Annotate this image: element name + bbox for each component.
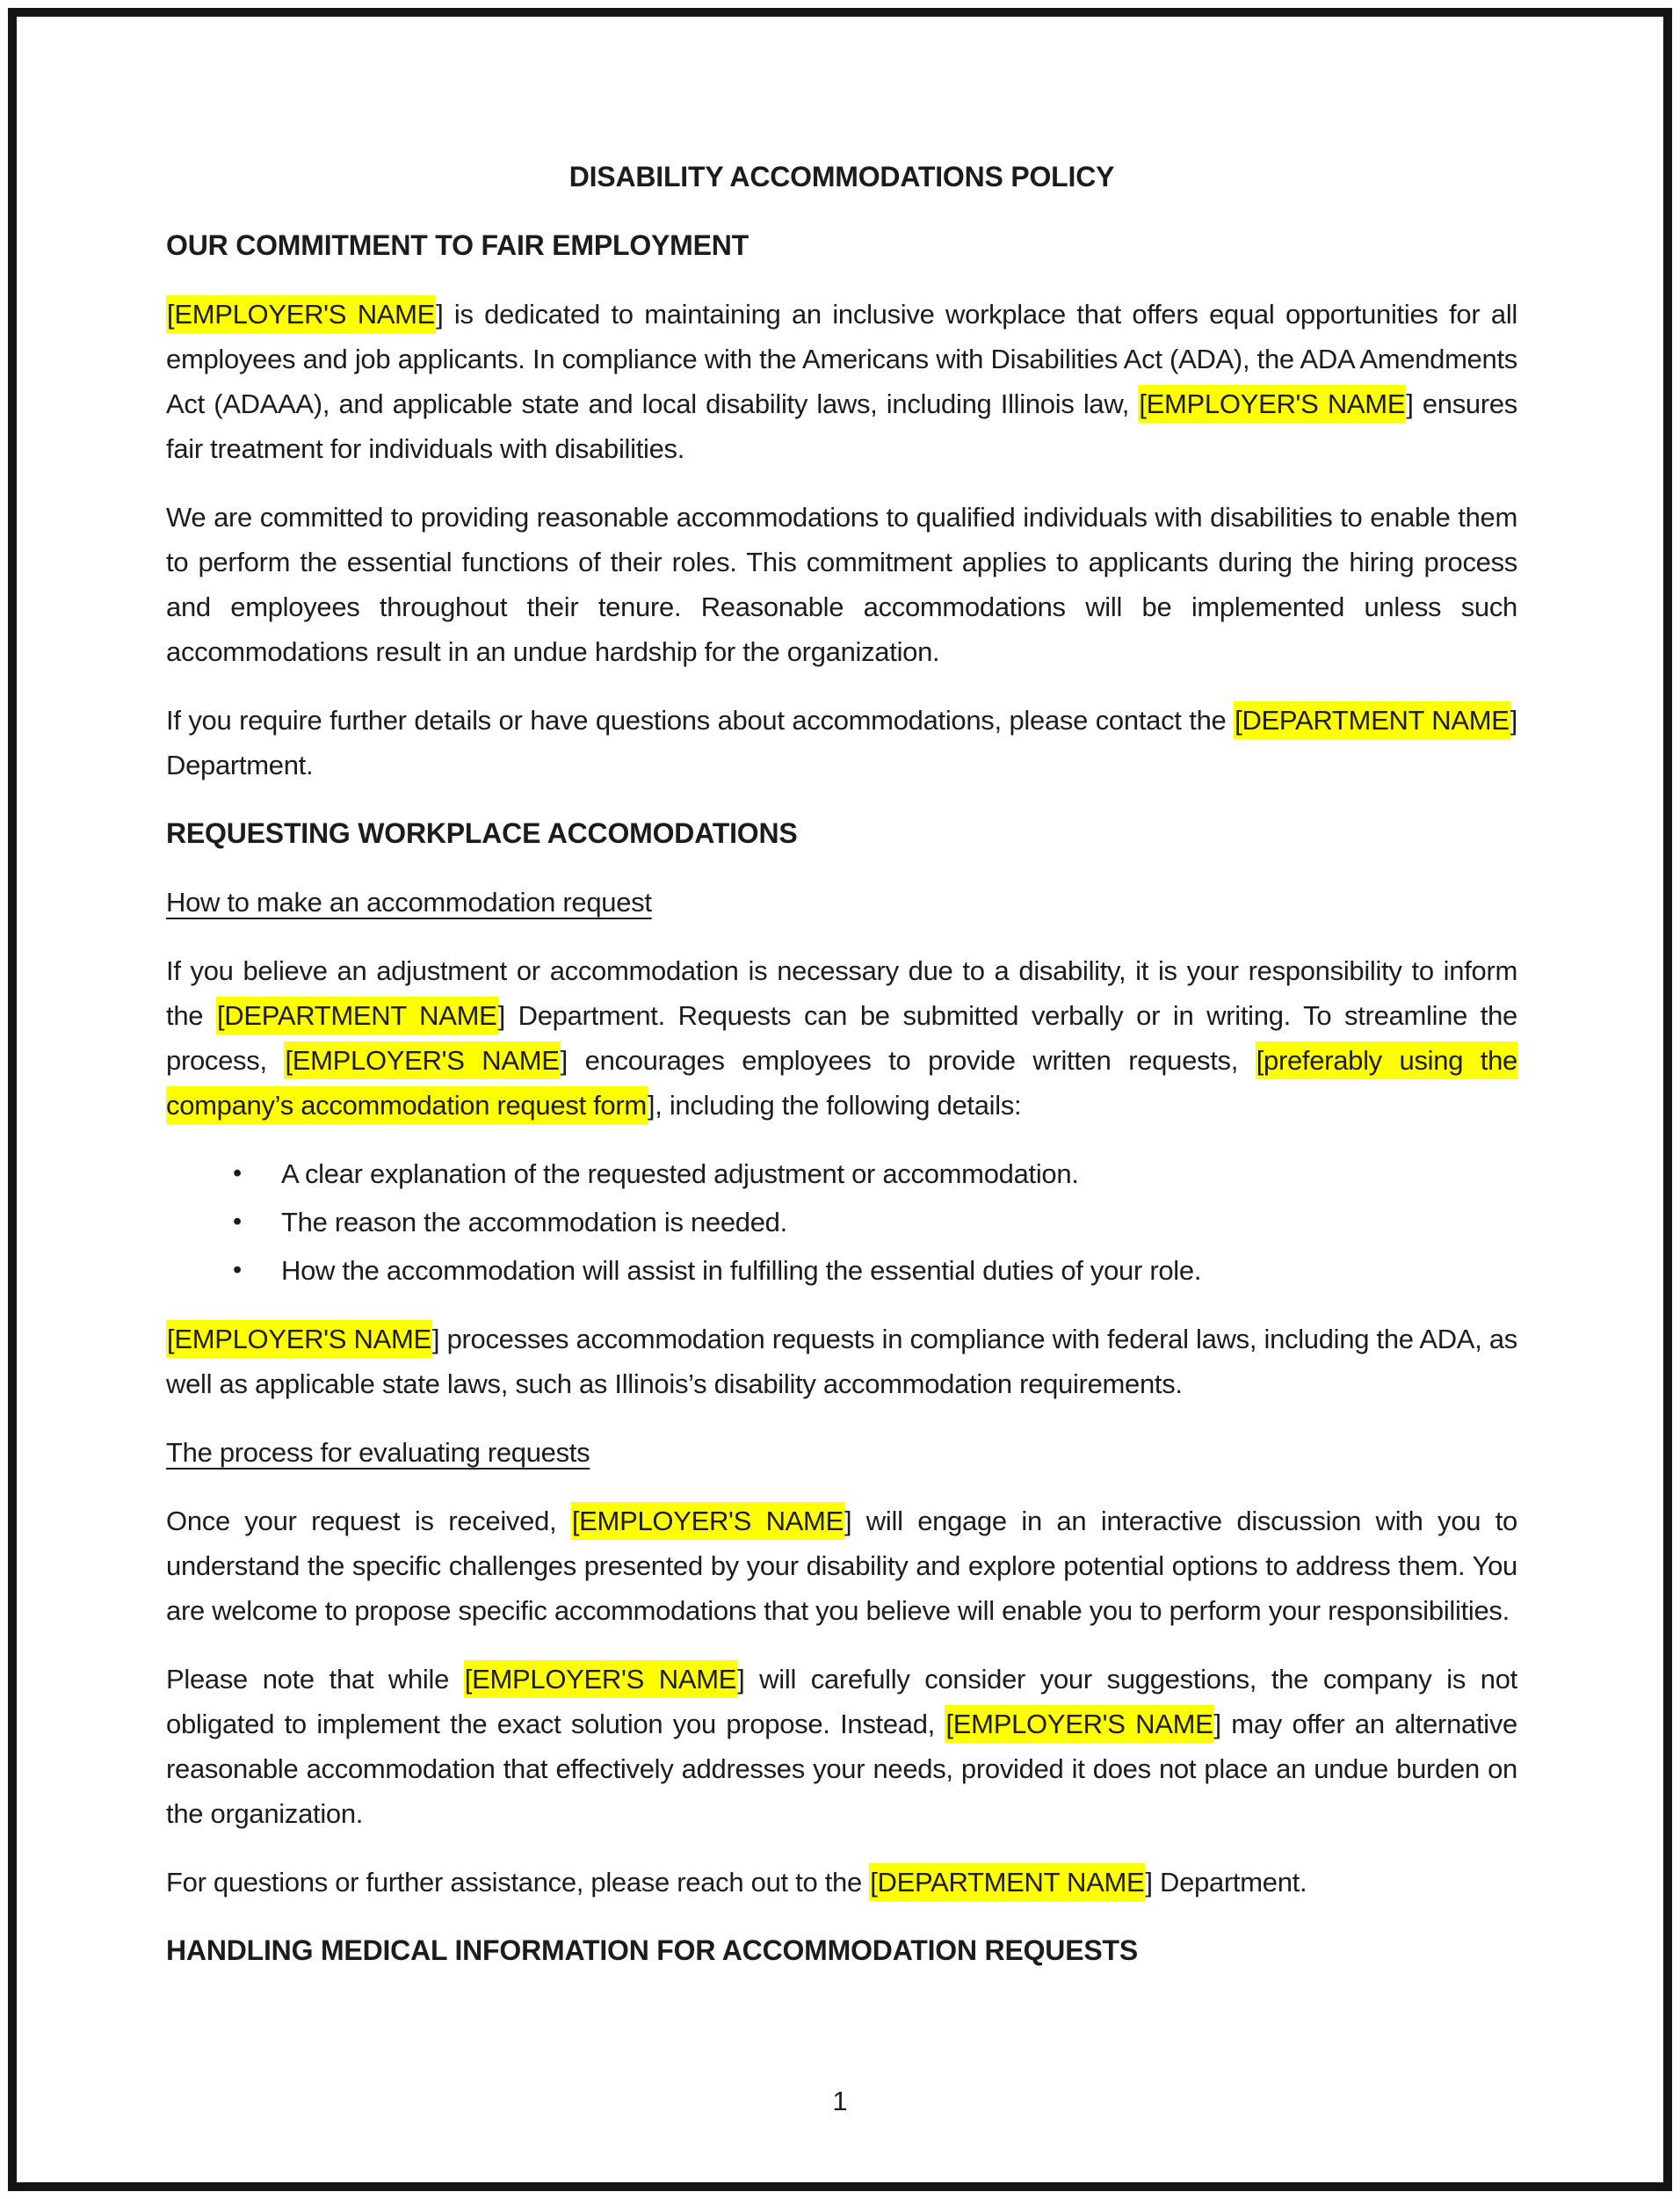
subheading-how-to-request: How to make an accommodation request (166, 887, 652, 918)
placeholder-highlight: [EMPLOYER'S NAME (284, 1041, 560, 1079)
bullet-icon: • (233, 1256, 242, 1284)
subheading-evaluating-process: The process for evaluating requests (166, 1437, 590, 1468)
text-run: ] ensures fair treatment for individuals with disabilities. (166, 388, 1518, 464)
document-content (166, 155, 1517, 1997)
para-commitment-reasonable (166, 495, 1517, 674)
para-processes-compliance (166, 1317, 1517, 1406)
text-run: We are committed to providing reasonable accommodations to qualified individuals with disabilities to enable them to perform the essential functions of their roles. This commitment applies to applicants during the hiring process and employees throughout their tenure. Reasonable accommodations will be implemented unless such accommodations result in an undue hardship for the organization. (166, 502, 1517, 667)
placeholder-highlight: [EMPLOYER'S NAME (571, 1502, 844, 1540)
text-run: Please note that while (166, 1664, 464, 1695)
bullet-text: The reason the accommodation is needed. (281, 1207, 787, 1237)
heading-commitment: OUR COMMITMENT TO FAIR EMPLOYMENT (166, 229, 749, 261)
text-run: ] Department. (1145, 1867, 1307, 1898)
placeholder-highlight: [EMPLOYER'S NAME (166, 295, 436, 333)
text-run: ] will carefully consider your suggestions, the company is not obligated to implement the exact solution you propose. Instead, (166, 1664, 1517, 1739)
placeholder-highlight: [DEPARTMENT NAME (869, 1863, 1145, 1901)
document-body (166, 223, 1517, 1973)
para-commitment-intro (166, 292, 1517, 471)
para-how-to-request (166, 948, 1517, 1128)
bullet-icon: • (233, 1159, 242, 1187)
heading-requesting-accommodations: REQUESTING WORKPLACE ACCOMODATIONS (166, 817, 798, 849)
text-run: ] Department. (166, 705, 1517, 780)
page-number: 1 (832, 2086, 848, 2116)
bullet-item (166, 1248, 1517, 1293)
document-title: DISABILITY ACCOMMODATIONS POLICY (568, 161, 1115, 192)
text-run: If you require further details or have questions about accommodations, please contact the (166, 705, 1235, 736)
placeholder-highlight: [EMPLOYER'S NAME (464, 1660, 737, 1698)
text-run: ] encourages employees to provide written requests, (560, 1045, 1256, 1076)
placeholder-highlight: [preferably using the company’s accommodation request form (166, 1041, 1517, 1124)
placeholder-highlight: [EMPLOYER'S NAME (166, 1320, 432, 1358)
placeholder-highlight: [EMPLOYER'S NAME (945, 1705, 1213, 1743)
para-contact-department (166, 698, 1517, 787)
bullet-item (166, 1151, 1517, 1196)
placeholder-highlight: [DEPARTMENT NAME (216, 997, 498, 1034)
text-run: ] will engage in an interactive discussion with you to understand the specific challenges presented by your disability and explore potential options to address them. You are welcome to propose specific accommodations that you believe will enable you to perform your responsibilities. (166, 1506, 1517, 1626)
bullet-text: A clear explanation of the requested adjustment or accommodation. (281, 1158, 1079, 1189)
para-alternative-accommodation (166, 1657, 1517, 1836)
bullet-icon: • (233, 1208, 242, 1236)
para-interactive-discussion (166, 1499, 1517, 1633)
text-run: ], including the following details: (647, 1090, 1022, 1121)
bullet-text: How the accommodation will assist in fulfilling the essential duties of your role. (281, 1255, 1202, 1286)
placeholder-highlight: [DEPARTMENT NAME (1234, 701, 1510, 739)
text-run: For questions or further assistance, please reach out to the (166, 1867, 870, 1898)
text-run: If you believe an adjustment or accommodation is necessary due to a disability, it is your responsibility to inform the (166, 955, 1517, 1031)
para-questions-assistance (166, 1860, 1517, 1905)
text-run: ] Department. Requests can be submitted verbally or in writing. To streamline the process, (166, 1000, 1518, 1076)
text-run: ] is dedicated to maintaining an inclusive workplace that offers equal opportunities for all employees and job applicants. In compliance with the Americans with Disabilities Act (ADA), the ADA Amendments Act (ADAAA), and applicable state and local disability laws, including Illinois law, (166, 299, 1517, 419)
bullets-request-details (166, 1151, 1517, 1293)
text-run: ] processes accommodation requests in compliance with federal laws, including the ADA, as well as applicable state laws, such as Illinois’s disability accommodation requirements. (166, 1324, 1517, 1399)
text-run: ] may offer an alternative reasonable accommodation that effectively addresses your needs, provided it does not place an undue burden on the organization. (166, 1709, 1517, 1829)
bullet-item (166, 1200, 1517, 1245)
heading-medical-information: HANDLING MEDICAL INFORMATION FOR ACCOMMODATION REQUESTS (166, 1934, 1138, 1966)
text-run: Once your request is received, (166, 1506, 571, 1536)
placeholder-highlight: [EMPLOYER'S NAME (1138, 385, 1406, 423)
